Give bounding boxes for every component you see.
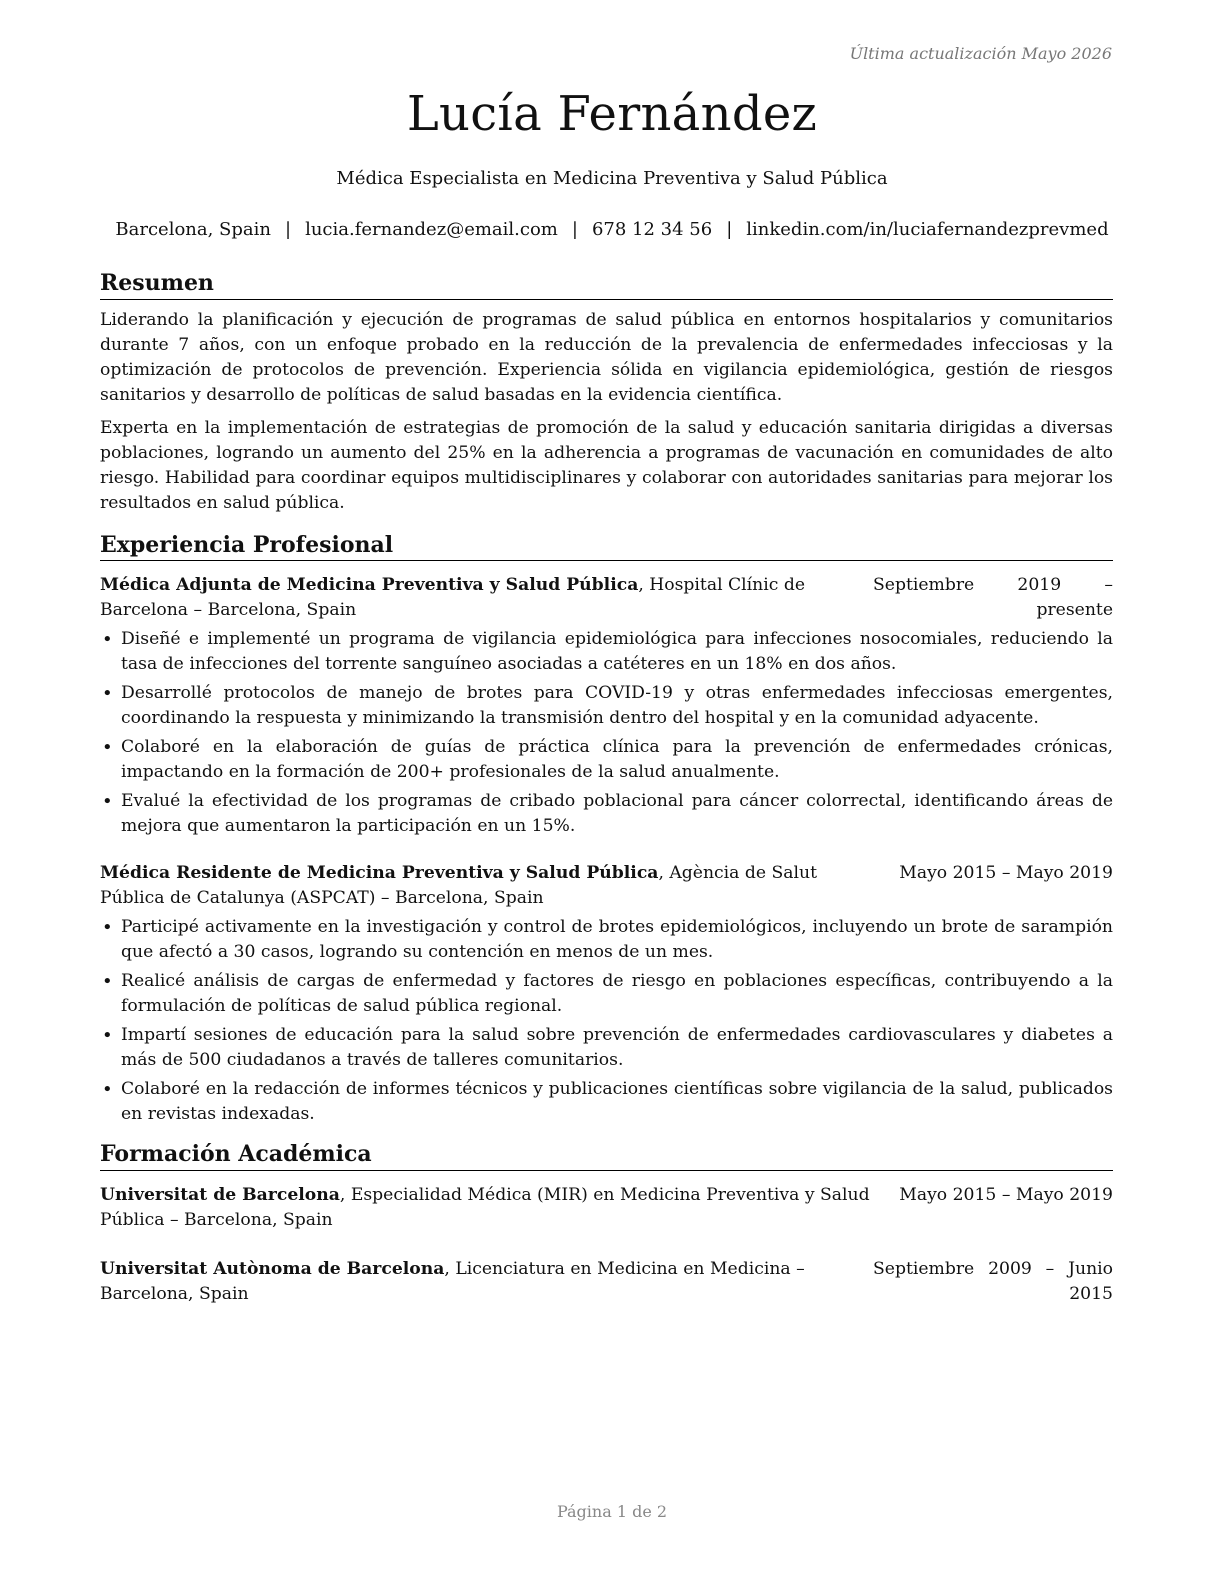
contact-separator: | — [284, 219, 292, 240]
summary-paragraph: Liderando la planificación y ejecución de programas de salud pública en entornos hospitalarios y comunitarios durante 7 años, con un enfoque probado en la reducción de la prevalencia de enfermedades infecciosas y la optimización de protocolos de prevención. Experiencia sólida en vigilancia epidemiológica, gestión de riesgos sanitarios y desarrollo de políticas de salud basadas en la evidencia científica. — [100, 309, 1113, 405]
achievement-item: • Colaboré en la redacción de informes técnicos y publicaciones científicas sobre vigilancia de la salud, publicados en revistas indexadas. — [100, 1077, 1113, 1127]
entry-date: Septiembre 2009 – Junio 2015 — [873, 1258, 1113, 1304]
section-title-education: Formación Académica — [100, 1141, 1113, 1171]
entry-organization: , Agència de Salut Pública de Catalunya (ASPCAT) – Barcelona, Spain — [100, 863, 817, 908]
entry-date: Mayo 2015 – Mayo 2019 — [899, 1184, 1113, 1205]
entry-date: Mayo 2015 – Mayo 2019 — [899, 863, 1113, 883]
section-title-experience: Experiencia Profesional — [100, 532, 1113, 562]
entry-degree: , Licenciatura en Medicina en Medicina – Barcelona, Spain — [100, 1258, 805, 1304]
entry-institution: Universitat de Barcelona — [100, 1184, 340, 1205]
achievement-item: • Realicé análisis de cargas de enfermedad y factores de riesgo en poblaciones específicas, contribuyendo a la formulación de políticas de salud pública regional. — [100, 969, 1113, 1019]
contact-line — [0, 219, 1224, 240]
entry-institution: Universitat Autònoma de Barcelona — [100, 1258, 445, 1279]
entry-date: Septiembre 2019 – presente — [873, 575, 1113, 620]
achievement-item: • Impartí sesiones de educación para la salud sobre prevención de enfermedades cardiovasculares y diabetes a más de 500 ciudadanos a través de talleres comunitarios. — [100, 1023, 1113, 1073]
experience-entry — [100, 861, 1113, 1127]
achievement-item: • Colaboré en la elaboración de guías de práctica clínica para la prevención de enfermedades crónicas, impactando en la formación de 200+ profesionales de la salud anualmente. — [100, 735, 1113, 785]
achievement-list — [100, 627, 1113, 839]
entry-title — [100, 573, 873, 623]
entry-role: Médica Residente de Medicina Preventiva y Salud Pública — [100, 863, 659, 883]
contact-email[interactable]: lucia.fernandez@email.com — [305, 219, 558, 240]
entry-title — [100, 1183, 899, 1233]
education-entry — [100, 1257, 1113, 1307]
achievement-item: • Desarrollé protocolos de manejo de brotes para COVID-19 y otras enfermedades infecciosas emergentes, coordinando la respuesta y minimizando la transmisión dentro del hospital y en la comunidad adyacente. — [100, 681, 1113, 731]
candidate-name: Lucía Fernández — [406, 86, 818, 142]
last-updated: Última actualización Mayo 2026 — [849, 44, 1112, 63]
contact-linkedin[interactable]: linkedin.com/in/luciafernandezprevmed — [746, 219, 1109, 240]
page-number: Página 1 de 2 — [556, 1502, 668, 1521]
contact-location: Barcelona, Spain — [115, 219, 271, 240]
entry-title — [100, 1257, 873, 1307]
contact-phone: 678 12 34 56 — [591, 219, 713, 240]
achievement-list — [100, 915, 1113, 1127]
experience-entry — [100, 573, 1113, 839]
entry-title — [100, 861, 899, 911]
entry-role: Médica Adjunta de Medicina Preventiva y Salud Pública — [100, 575, 639, 595]
section-title-summary: Resumen — [100, 270, 1113, 300]
achievement-item: • Diseñé e implementé un programa de vigilancia epidemiológica para infecciones nosocomiales, reduciendo la tasa de infecciones del torrente sanguíneo asociadas a catéteres en un 18% en dos años. — [100, 627, 1113, 677]
contact-separator: | — [571, 219, 578, 240]
entry-organization: , Hospital Clínic de Barcelona – Barcelona, Spain — [100, 575, 805, 620]
job-title: Médica Especialista en Medicina Preventiva y Salud Pública — [336, 168, 888, 189]
education-entry — [100, 1183, 1113, 1233]
summary-paragraph: Experta en la implementación de estrategias de promoción de la salud y educación sanitaria dirigidas a diversas poblaciones, logrando un aumento del 25% en la adherencia a programas de vacunación en comunidades de alto riesgo. Habilidad para coordinar equipos multidisciplinares y colaborar con autoridades sanitarias para mejorar los resultados en salud pública. — [100, 417, 1113, 513]
resume-content — [100, 270, 1113, 1307]
achievement-item: • Participé activamente en la investigación y control de brotes epidemiológicos, incluyendo un brote de sarampión que afectó a 30 casos, logrando su contención en menos de un mes. — [100, 915, 1113, 965]
achievement-item: • Evalué la efectividad de los programas de cribado poblacional para cáncer colorrectal, identificando áreas de mejora que aumentaron la participación en un 15%. — [100, 789, 1113, 839]
contact-separator: | — [726, 219, 733, 240]
entry-degree: , Especialidad Médica (MIR) en Medicina Preventiva y Salud Pública – Barcelona, Spain — [100, 1184, 870, 1230]
